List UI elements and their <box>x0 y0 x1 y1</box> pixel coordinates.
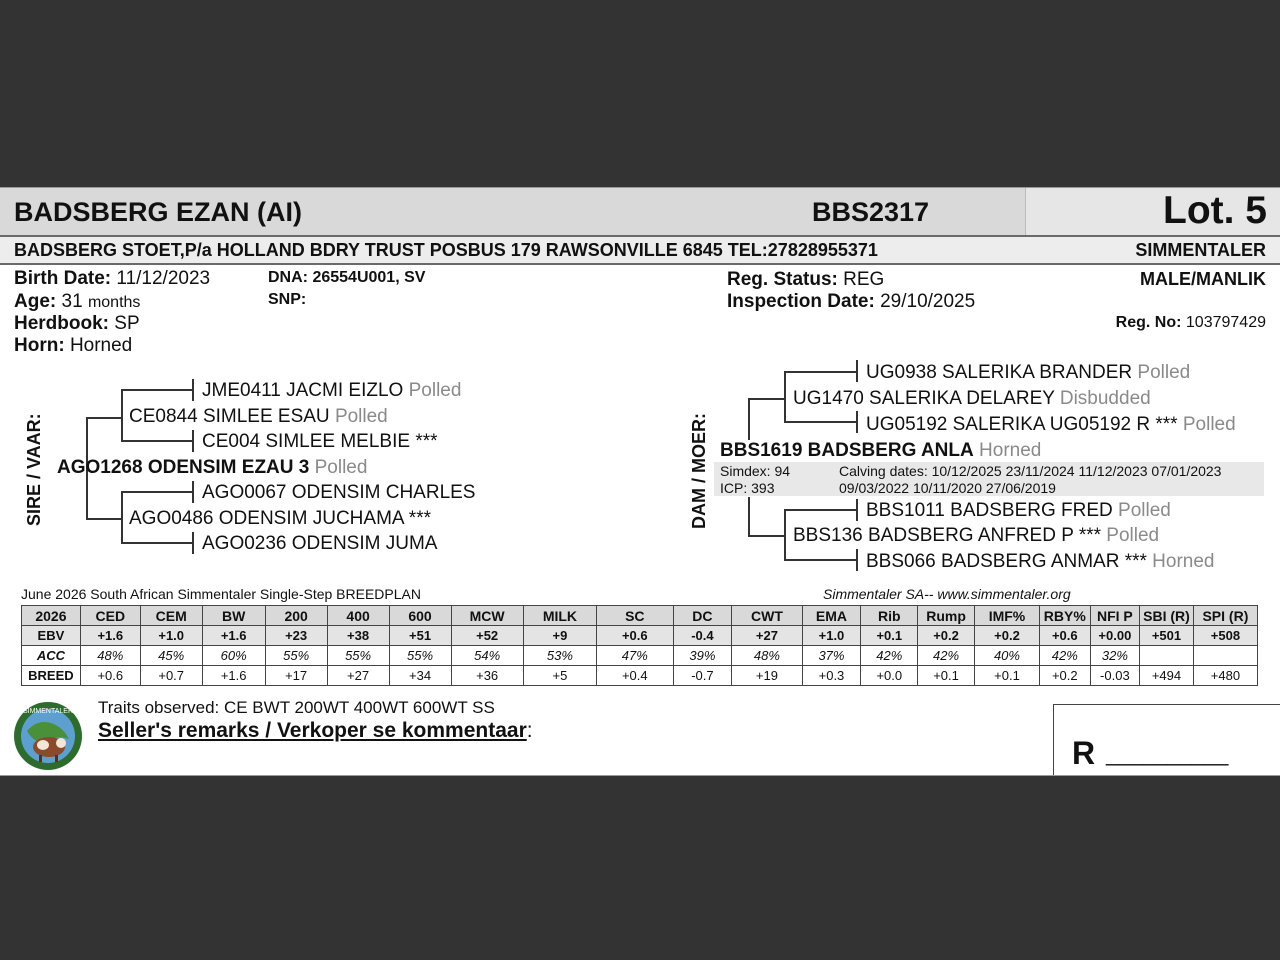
ebv-row <box>22 626 1258 646</box>
ebv-cell: +9 <box>523 626 596 646</box>
ebv-header-cell: IMF% <box>974 606 1039 626</box>
dam-side-label: DAM / MOER: <box>689 413 709 529</box>
dam-sire: UG1470 SALERIKA DELAREY Disbudded <box>793 388 1151 409</box>
ebv-header-cell: 600 <box>389 606 451 626</box>
ebv-cell: +52 <box>451 626 523 646</box>
ebv-label: EBV <box>22 626 81 646</box>
breed-avg-cell: +17 <box>265 666 327 686</box>
acc-cell: 60% <box>202 646 265 666</box>
ebv-header-cell: NFI P <box>1090 606 1140 626</box>
ebv-cell: -0.4 <box>673 626 732 646</box>
breed-avg-cell: +0.0 <box>861 666 918 686</box>
owner-line: BADSBERG STOET,P/a HOLLAND BDRY TRUST POSBUS 179 RAWSONVILLE 6845 TEL:27828955371 <box>14 240 878 260</box>
website: Simmentaler SA-- www.simmentaler.org <box>823 586 1071 602</box>
ebv-header-cell: 200 <box>265 606 327 626</box>
breed-avg-cell: +0.2 <box>1040 666 1091 686</box>
ebv-cell: +38 <box>327 626 389 646</box>
breedplan-caption: June 2026 South African Simmentaler Single-Step BREEDPLAN <box>21 586 421 602</box>
ebv-cell: +0.6 <box>597 626 673 646</box>
price-box <box>1053 704 1280 776</box>
acc-row <box>22 646 1258 666</box>
inspection-date: Inspection Date: 29/10/2025 <box>727 291 976 312</box>
sire-dam-dam: AGO0236 ODENSIM JUMA <box>202 533 438 554</box>
dna: DNA: 26554U001, SV <box>268 269 426 286</box>
ebv-cell: +0.6 <box>1040 626 1091 646</box>
breed-avg-row <box>22 666 1258 686</box>
breed-avg-cell: +0.7 <box>140 666 202 686</box>
breed-avg-cell: +36 <box>451 666 523 686</box>
ebv-header-cell: Rib <box>861 606 918 626</box>
ebv-cell: +23 <box>265 626 327 646</box>
breed-avg-cell: +27 <box>327 666 389 686</box>
ebv-header-cell: DC <box>673 606 732 626</box>
acc-cell: 53% <box>523 646 596 666</box>
animal-reg-code: BBS2317 <box>812 197 930 227</box>
ebv-cell: +1.6 <box>80 626 140 646</box>
acc-cell: 48% <box>80 646 140 666</box>
dam: BBS1619 BADSBERG ANLA Horned <box>720 440 1042 461</box>
acc-cell: 55% <box>389 646 451 666</box>
breed-avg-cell: -0.7 <box>673 666 732 686</box>
sire-sire-sire: JME0411 JACMI EIZLO Polled <box>202 380 462 401</box>
dam-calving-dates-2: 09/03/2022 10/11/2020 27/06/2019 <box>839 480 1056 496</box>
breed-name: SIMMENTALER <box>1135 240 1266 260</box>
dam-sire-sire: UG0938 SALERIKA BRANDER Polled <box>866 362 1191 383</box>
sire-sire: CE0844 SIMLEE ESAU Polled <box>129 406 388 427</box>
ebv-cell: +51 <box>389 626 451 646</box>
ebv-header-cell: CEM <box>140 606 202 626</box>
owner-bar <box>0 237 1280 265</box>
sire-side-label: SIRE / VAAR: <box>24 413 44 526</box>
acc-cell: 48% <box>732 646 802 666</box>
acc-cell: 55% <box>265 646 327 666</box>
ebv-cell: +0.1 <box>861 626 918 646</box>
acc-cell <box>1193 646 1257 666</box>
ebv-cell: +501 <box>1140 626 1194 646</box>
ebv-cell: +0.2 <box>918 626 975 646</box>
ebv-cell: +1.0 <box>140 626 202 646</box>
acc-cell: 54% <box>451 646 523 666</box>
dam-dam: BBS136 BADSBERG ANFRED P *** Polled <box>793 525 1160 546</box>
title-bar <box>0 188 1280 237</box>
acc-cell: 45% <box>140 646 202 666</box>
cow-logo-icon <box>13 701 83 771</box>
breed-avg-cell: +0.3 <box>802 666 861 686</box>
acc-cell: 47% <box>597 646 673 666</box>
ebv-header-cell: SC <box>597 606 673 626</box>
ebv-header-cell: EMA <box>802 606 861 626</box>
acc-cell: 42% <box>918 646 975 666</box>
breed-avg-label: BREED <box>22 666 81 686</box>
price-blank[interactable]: __________ <box>1106 741 1229 766</box>
birth-date: Birth Date: 11/12/2023 <box>14 268 211 289</box>
dam-dam-dam: BBS066 BADSBERG ANMAR *** Horned <box>866 551 1215 572</box>
breed-avg-cell: +0.4 <box>597 666 673 686</box>
traits-observed: Traits observed: CE BWT 200WT 400WT 600WT SS <box>98 698 495 717</box>
ebv-cell: +0.2 <box>974 626 1039 646</box>
ebv-cell: +0.00 <box>1090 626 1140 646</box>
ebv-header-cell: 400 <box>327 606 389 626</box>
ebv-cell: +1.0 <box>802 626 861 646</box>
sire-sire-dam: CE004 SIMLEE MELBIE *** <box>202 431 438 452</box>
ebv-header-cell: RBY% <box>1040 606 1091 626</box>
ebv-table <box>21 605 1258 686</box>
horn-status: Horn: Horned <box>14 335 133 356</box>
ebv-header-cell: MCW <box>451 606 523 626</box>
price-currency: R <box>1072 735 1096 771</box>
breed-avg-cell: +1.6 <box>202 666 265 686</box>
breed-avg-cell: +0.1 <box>918 666 975 686</box>
animal-name: BADSBERG EZAN (AI) <box>14 197 302 227</box>
lot-card <box>0 187 1280 776</box>
lot-box <box>1025 188 1280 235</box>
ebv-header-cell: SBI (R) <box>1140 606 1194 626</box>
lot-number: Lot. 5 <box>1163 189 1267 232</box>
ebv-header-cell: SPI (R) <box>1193 606 1257 626</box>
ebv-header-cell: MILK <box>523 606 596 626</box>
ebv-header-cell: BW <box>202 606 265 626</box>
dam-sire-dam: UG05192 SALERIKA UG05192 R *** Polled <box>866 414 1236 435</box>
herdbook: Herdbook: SP <box>14 313 140 334</box>
breed-avg-cell: +34 <box>389 666 451 686</box>
ebv-cell: +508 <box>1193 626 1257 646</box>
breed-avg-cell: +494 <box>1140 666 1194 686</box>
sellers-remarks: Seller's remarks / Verkoper se kommentaar: <box>98 719 533 742</box>
breed-avg-cell: +480 <box>1193 666 1257 686</box>
reg-no: Reg. No: 103797429 <box>1115 314 1266 331</box>
breed-avg-cell: +19 <box>732 666 802 686</box>
dam-calving-dates: Calving dates: 10/12/2025 23/11/2024 11/12/2023 07/01/2023 <box>839 463 1222 479</box>
snp: SNP: <box>268 291 307 308</box>
acc-cell: 42% <box>1040 646 1091 666</box>
breed-avg-cell: +5 <box>523 666 596 686</box>
acc-cell <box>1140 646 1194 666</box>
reg-status: Reg. Status: REG <box>727 269 885 290</box>
logo-text: SIMMENTALER <box>22 708 74 715</box>
breed-avg-cell: +0.6 <box>80 666 140 686</box>
ebv-cell: +1.6 <box>202 626 265 646</box>
acc-cell: 55% <box>327 646 389 666</box>
sire-dam: AGO0486 ODENSIM JUCHAMA *** <box>129 508 431 529</box>
dam-dam-sire: BBS1011 BADSBERG FRED Polled <box>866 500 1171 521</box>
sire: AGO1268 ODENSIM EZAU 3 Polled <box>57 457 368 478</box>
acc-cell: 42% <box>861 646 918 666</box>
acc-cell: 40% <box>974 646 1039 666</box>
acc-cell: 37% <box>802 646 861 666</box>
ebv-header-cell: Rump <box>918 606 975 626</box>
breed-avg-cell: +0.1 <box>974 666 1039 686</box>
ebv-header-cell: CWT <box>732 606 802 626</box>
ebv-header-cell: CED <box>80 606 140 626</box>
dam-simdex: Simdex: 94 <box>720 463 791 479</box>
acc-cell: 39% <box>673 646 732 666</box>
acc-cell: 32% <box>1090 646 1140 666</box>
dam-performance-box <box>714 462 1264 496</box>
ebv-cell: +27 <box>732 626 802 646</box>
sire-dam-sire: AGO0067 ODENSIM CHARLES <box>202 482 476 503</box>
age: Age: 31 months <box>14 291 141 312</box>
dam-icp: ICP: 393 <box>720 480 775 496</box>
ebv-header-label: 2026 <box>22 606 81 626</box>
acc-label: ACC <box>22 646 81 666</box>
ebv-header-row <box>22 606 1258 626</box>
breed-avg-cell: -0.03 <box>1090 666 1140 686</box>
sex: MALE/MANLIK <box>1140 269 1266 289</box>
